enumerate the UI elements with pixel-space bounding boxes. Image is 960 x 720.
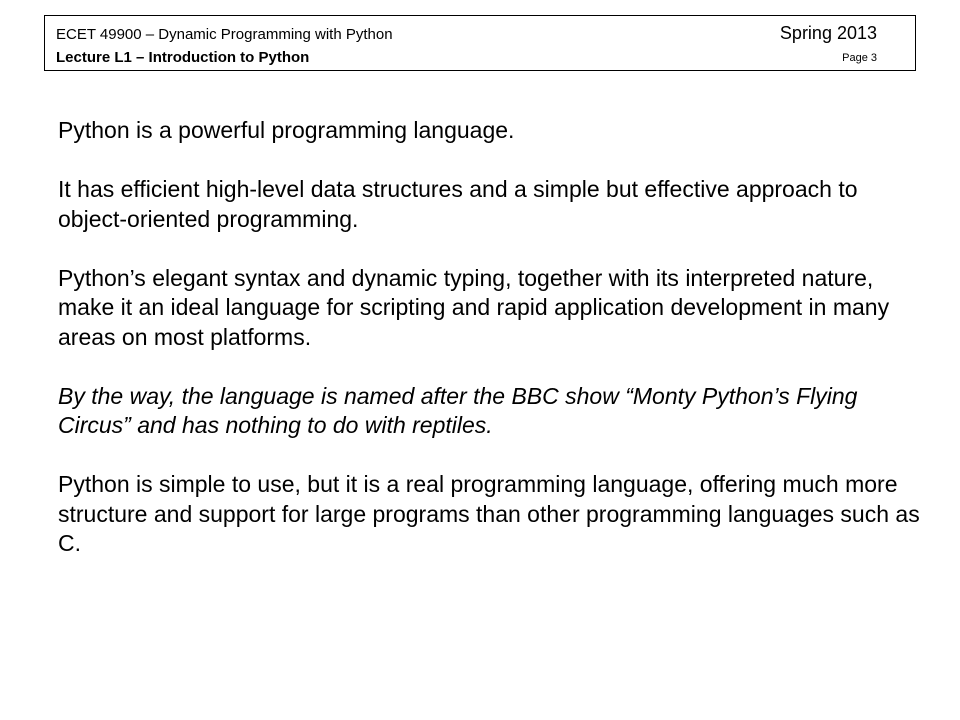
paragraph-syntax: Python’s elegant syntax and dynamic typing, together with its interpreted nature, make it an ideal language for scripting and rapid application development in many areas on most platforms. xyxy=(58,264,890,350)
paragraph-intro: Python is a powerful programming language. xyxy=(58,117,515,143)
lecture-title: Lecture L1 – Introduction to Python xyxy=(56,49,310,66)
course-title: ECET 49900 – Dynamic Programming with Python xyxy=(56,26,393,43)
paragraph-name-origin: By the way, the language is named after the BBC show “Monty Python’s Flying Circus” and has nothing to do with reptiles. xyxy=(58,382,858,438)
semester-label: Spring 2013 xyxy=(779,23,877,43)
paragraph-simple-to-use: Python is simple to use, but it is a real programming language, offering much more structure and support for large programs than other programming languages such as C. xyxy=(58,471,920,556)
page-number: Page 3 xyxy=(842,52,877,64)
slide-body xyxy=(58,116,928,588)
slide-header xyxy=(44,15,916,71)
paragraph-data-structures: It has efficient high-level data structures and a simple but effective approach to object-oriented programming. xyxy=(58,176,858,232)
